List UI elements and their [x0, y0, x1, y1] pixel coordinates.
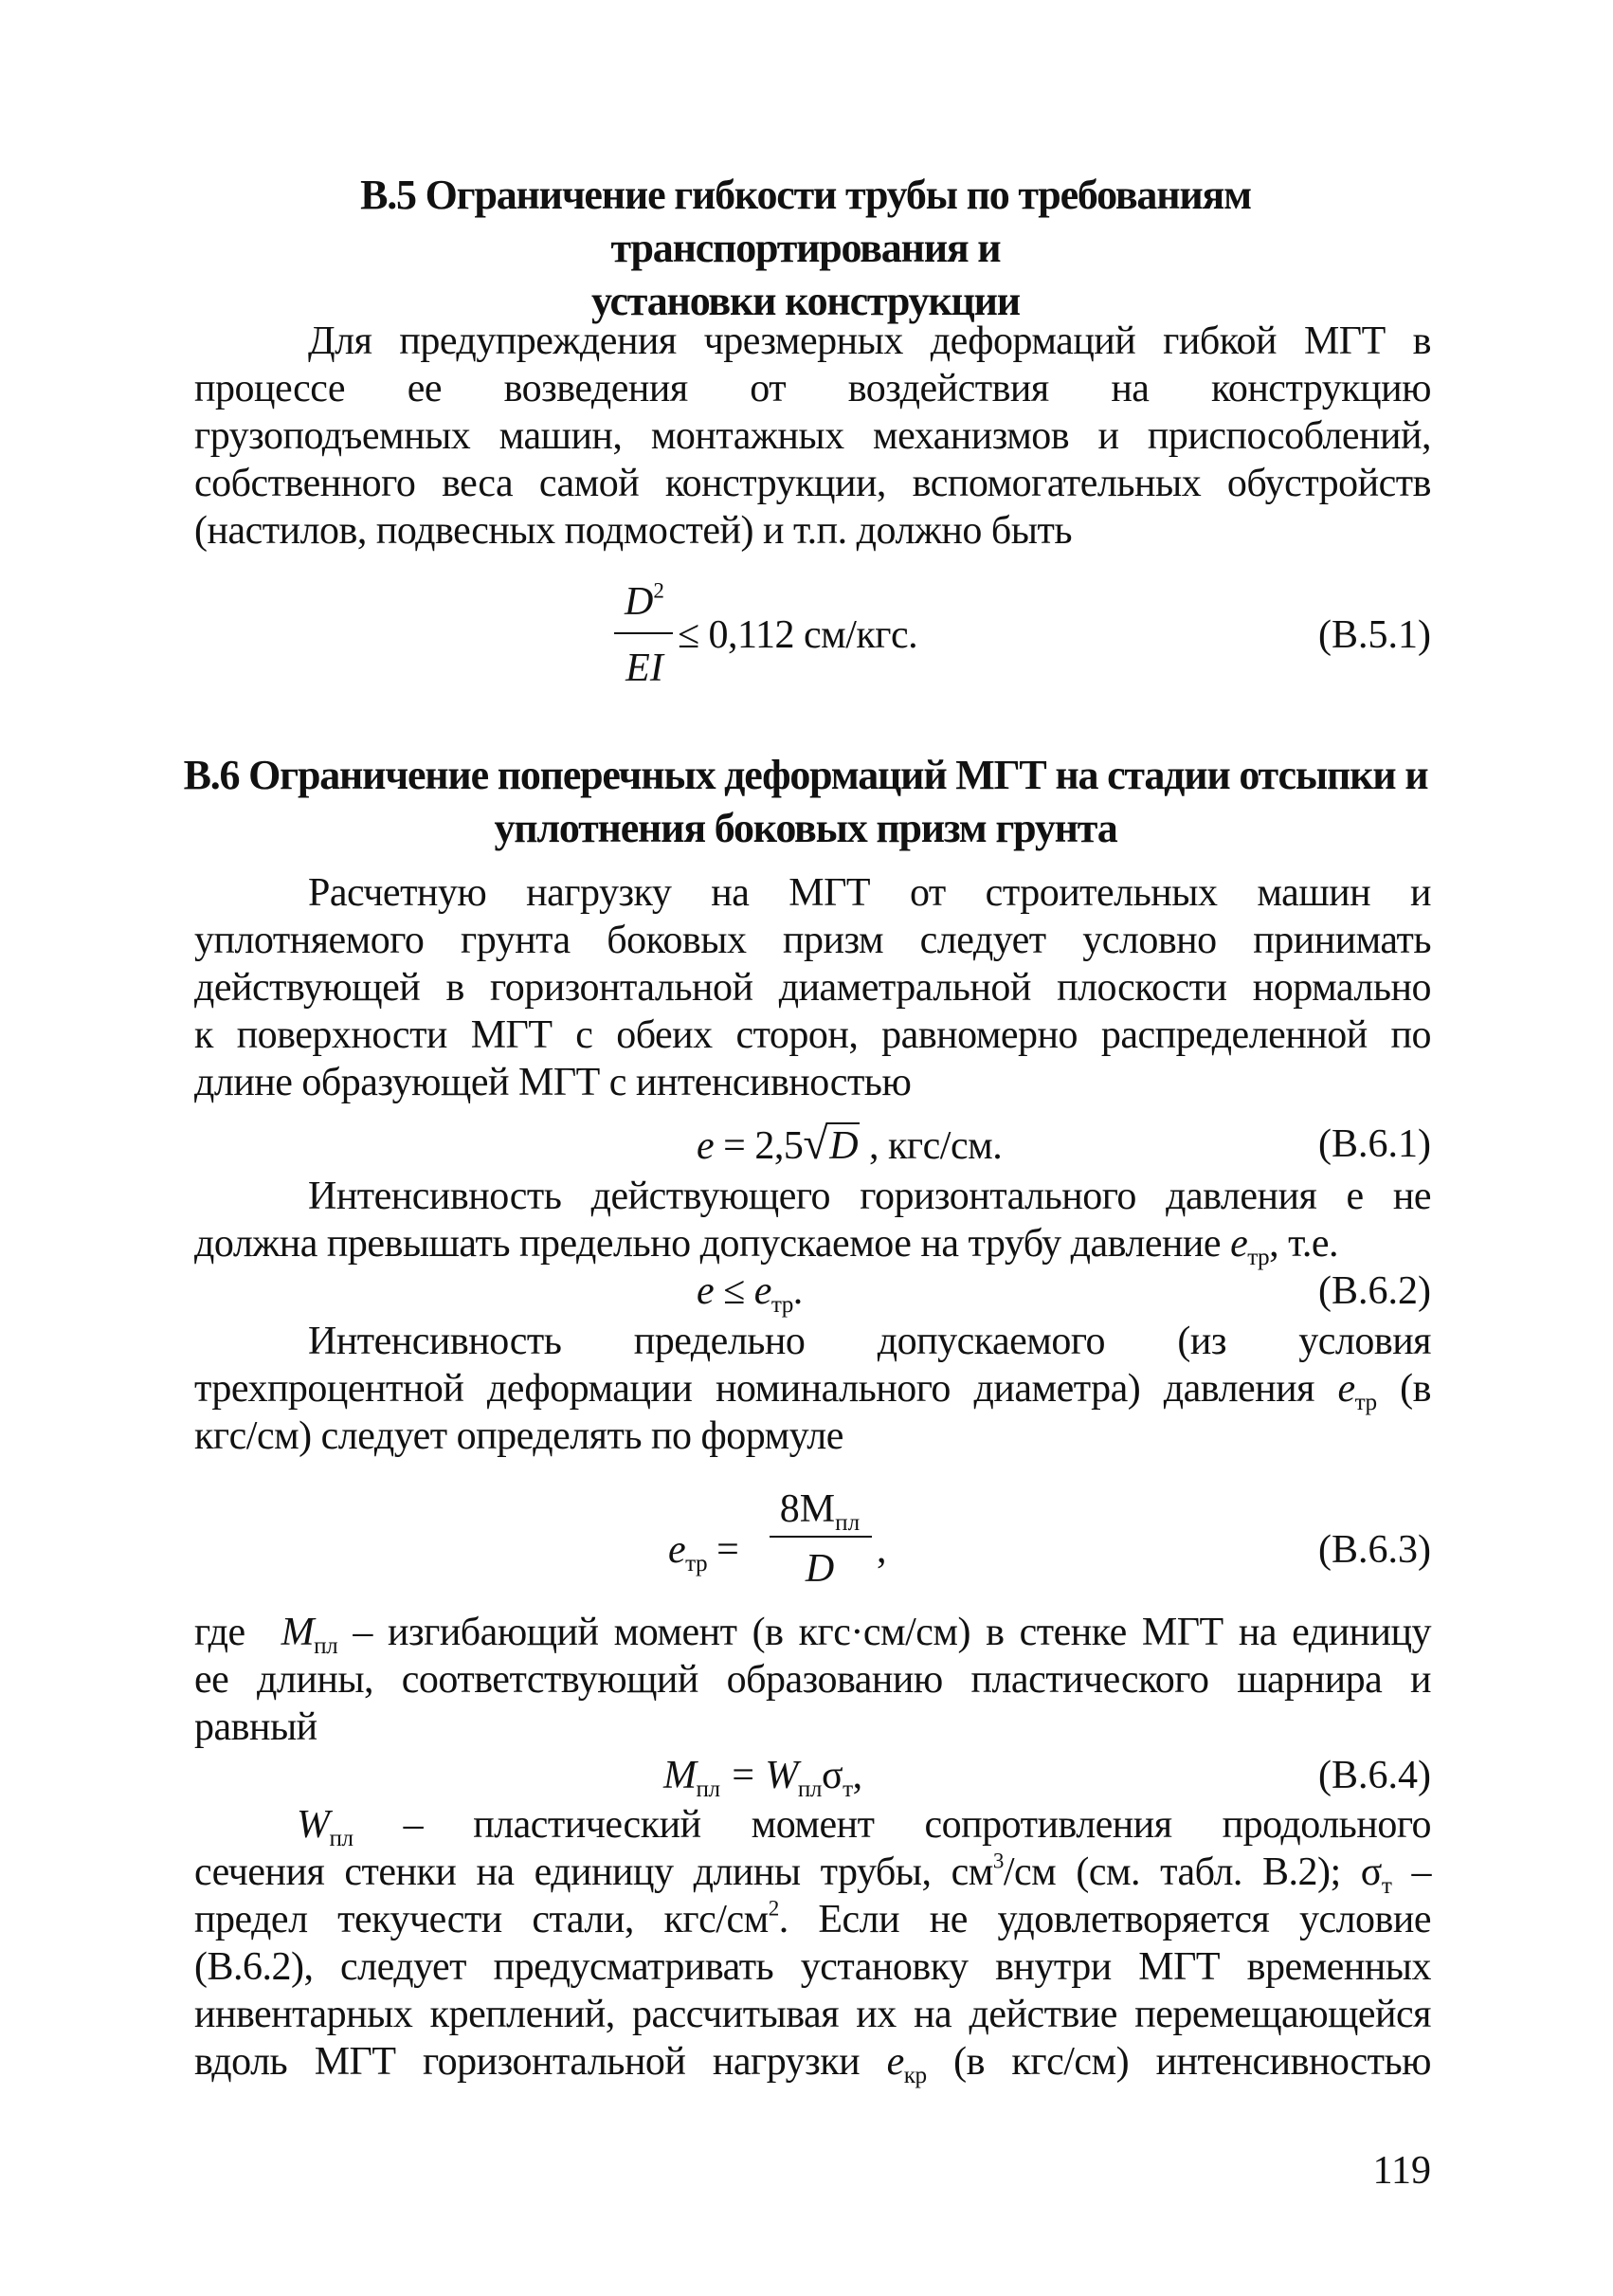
text-line: предел текучести стали, кгс/$см^2$. Если не удовлетворяется условие: [194, 1895, 1432, 1941]
equation-number: (В.6.2): [1318, 1269, 1431, 1313]
heading-line: установки конструкции: [591, 278, 1020, 324]
page-number: 119: [1372, 2149, 1431, 2193]
formula-body: $M_{пл} = W_{пл}\sigma_т$,: [663, 1754, 862, 1802]
formula-lhs: $e_{тр}$ =: [668, 1528, 739, 1576]
text-line: к поверхности МГТ с обеих сторон, равномерно распределенной по: [194, 1013, 1431, 1057]
text-line: собственного веса самой конструкции, вспомогательных обустройств: [194, 462, 1431, 505]
heading-line: уплотнения боковых призм грунта: [494, 805, 1117, 851]
text-line: Расчетную нагрузку на МГТ от строительных машин и: [308, 871, 1431, 915]
formula-comma: ,: [877, 1528, 886, 1572]
section-b6-paragraph-4: [194, 1801, 1431, 2086]
formula-rhs: ≤ 0,112 см/кгс.: [678, 613, 918, 657]
text-line: уплотняемого грунта боковых призм следует условно принимать: [194, 919, 1431, 962]
text-line: ее длины, соответствующий образованию пластического шарнира и: [194, 1658, 1431, 1702]
text-line: вдоль МГТ горизонтальной нагрузки $e_{кр}$ (в кгс/см) интенсивностью: [194, 2040, 1431, 2088]
text-line: длине образующей МГТ с интенсивностью: [194, 1061, 912, 1104]
text-line: (настилов, подвесных подмостей) и т.п. должно быть: [194, 509, 1072, 553]
equation-number: (В.6.3): [1318, 1528, 1431, 1572]
formula-body: $e \le e_{тр}$.: [697, 1269, 803, 1318]
equation-number: (В.5.1): [1318, 613, 1431, 657]
where-clause: [194, 1609, 1431, 1751]
formula-numerator: $D^2$: [625, 577, 664, 624]
text-line: грузоподъемных машин, монтажных механизмов и приспособлений,: [194, 414, 1431, 458]
heading-line: В.5 Ограничение гибкости трубы по требованиям транспортирования и: [360, 172, 1251, 271]
text-line: Для предупреждения чрезмерных деформаций гибкой МГТ в: [308, 319, 1431, 363]
formula-denominator: EI: [625, 647, 663, 690]
formula-body: e = 2,5√D , кгс/см.: [697, 1119, 1003, 1169]
heading-line: В.6 Ограничение поперечных деформаций МГТ на стадии отсыпки и: [183, 752, 1428, 798]
text-line: трехпроцентной деформации номинального диаметра) давления $e_{тр}$ (в: [194, 1367, 1431, 1415]
text-line: должна превышать предельно допускаемое на трубу давление $e_{тр}$, т.е.: [194, 1222, 1338, 1270]
text-line: действующей в горизонтальной диаметральной плоскости нормально: [194, 966, 1431, 1010]
text-line: инвентарных креплений, рассчитывая их на действие перемещающейся: [194, 1993, 1431, 2036]
formula-numerator: $8M_{пл}$: [779, 1487, 861, 1536]
section-b6-paragraph-2: [194, 1173, 1431, 1270]
text-line: кгс/см) следует определять по формуле: [194, 1414, 843, 1458]
text-line: Интенсивность действующего горизонтального давления e не: [308, 1175, 1431, 1218]
fraction-bar: [770, 1536, 872, 1538]
equation-number: (В.6.1): [1318, 1122, 1431, 1166]
section-b5-paragraph: [194, 318, 1431, 555]
formula-denominator: D: [805, 1547, 835, 1591]
fraction-bar: [614, 632, 673, 634]
text-line: Интенсивность предельно допускаемого (из условия: [308, 1320, 1431, 1363]
section-b6-paragraph-3: [194, 1318, 1431, 1460]
text-line: $W_{пл}$ – пластический момент сопротивления продольного: [297, 1803, 1431, 1851]
text-line: (В.6.2), следует предусматривать установку внутри МГТ временных: [194, 1945, 1431, 1989]
text-line: равный: [194, 1705, 317, 1749]
text-line: где $M_{пл}$ – изгибающий момент (в кгс·см/см) в стенке МГТ на единицу: [194, 1611, 1431, 1659]
text-line: процессе ее возведения от воздействия на конструкцию: [194, 367, 1431, 410]
section-b6-paragraph-1: [194, 869, 1431, 1106]
section-b6-heading: [180, 749, 1431, 855]
equation-number: (В.6.4): [1318, 1754, 1431, 1797]
section-b5-heading: [180, 169, 1431, 328]
text-line: сечения стенки на единицу длины трубы, $см^3/см$ (см. табл. В.2); $\sigma_т$ –: [194, 1848, 1432, 1899]
